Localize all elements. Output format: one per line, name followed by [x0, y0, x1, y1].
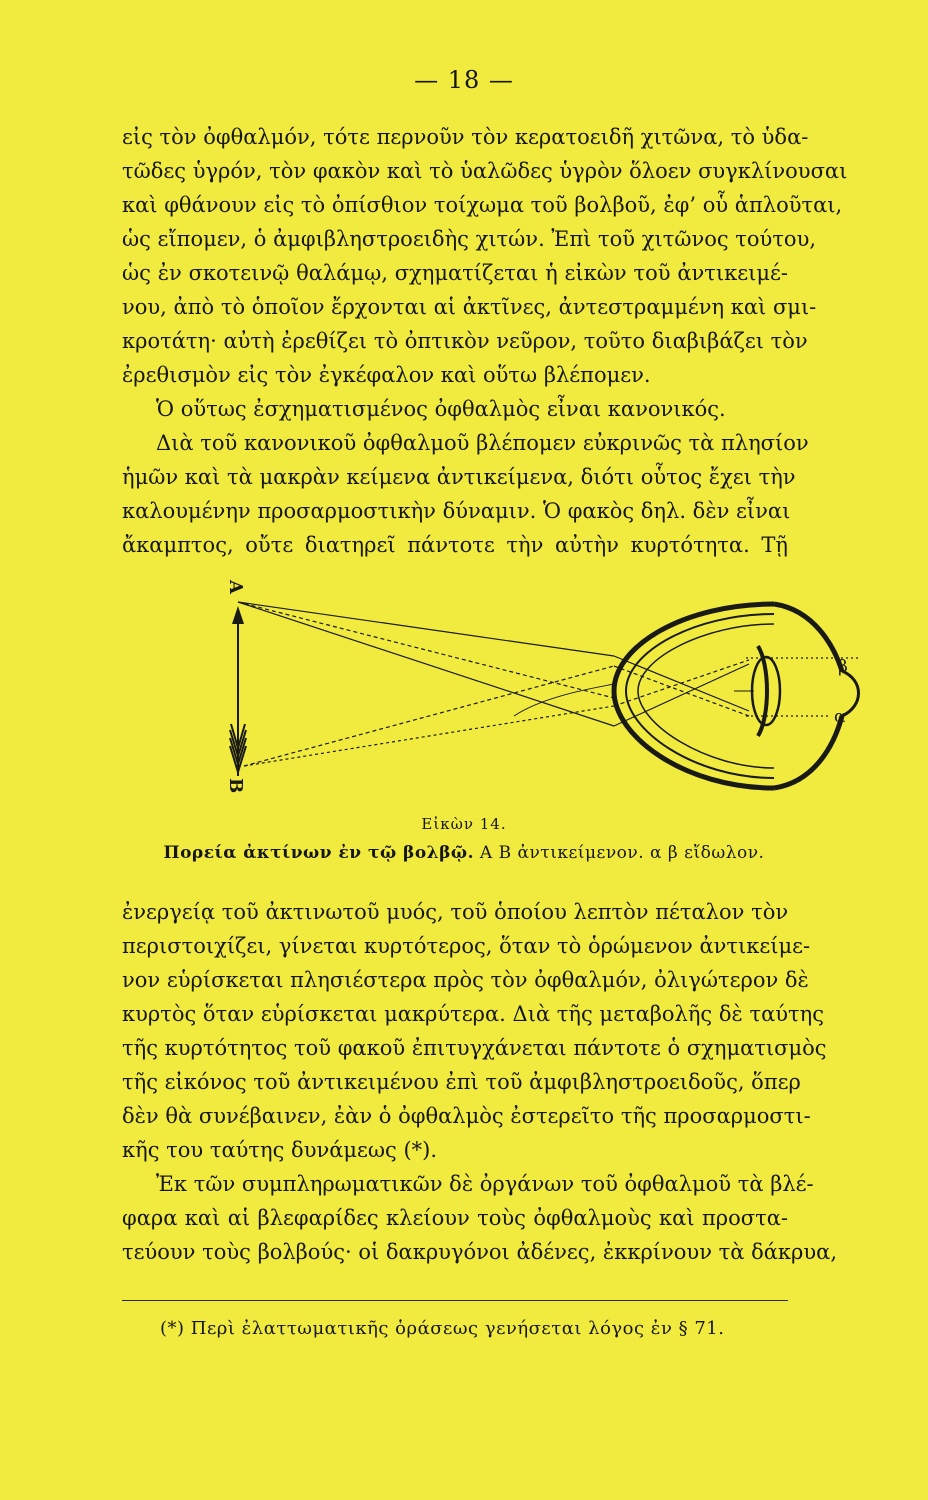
eye-diagram-svg — [214, 576, 874, 816]
text-line: τῆς κυρτότητος τοῦ φακοῦ ἐπιτυγχάνεται πάντοτε ὁ σχηματισμὸς — [122, 1036, 827, 1060]
body-text-top — [122, 120, 848, 562]
footnote: (*) Περὶ ἐλαττωματικῆς ὁράσεως γενήσεται λόγος ἐν § 71. — [160, 1318, 725, 1339]
figure-caption-legend: Α Β ἀντικείμενον. α β εἴδωλον. — [474, 843, 765, 863]
text-line: ὡς εἴπομεν, ὁ ἀμφιβληστροειδὴς χιτών. Ἐπὶ τοῦ χιτῶνος τούτου, — [122, 227, 817, 251]
text-line: τῶδες ὑγρόν, τὸν φακὸν καὶ τὸ ὑαλῶδες ὑγρὸν ὅλοεν συγκλίνουσαι — [122, 159, 848, 183]
figure-caption-title: Πορεία ἀκτίνων ἐν τῷ βολβῷ. — [163, 843, 474, 863]
text-line: κῆς του ταύτης δυνάμεως (*). — [122, 1138, 438, 1162]
figure-number: Εἰκὼν 14. — [421, 815, 507, 833]
footnote-divider — [122, 1300, 788, 1301]
page-number: — 18 — — [414, 66, 514, 94]
text-line: ἡμῶν καὶ τὰ μακρὰν κείμενα ἀντικείμενα, διότι οὗτος ἔχει τὴν — [122, 465, 796, 489]
text-line: κροτάτη· αὐτὴ ἐρεθίζει τὸ ὀπτικὸν νεῦρον, τοῦτο διαβιβάζει τὸν — [122, 329, 808, 353]
figure-caption — [0, 843, 928, 863]
body-text-bottom — [122, 895, 838, 1269]
text-line: καὶ φθάνουν εἰς τὸ ὀπίσθιον τοίχωμα τοῦ βολβοῦ, ἐφ’ οὗ ἁπλοῦται, — [122, 193, 843, 217]
text-line: περιστοιχίζει, γίνεται κυρτότερος, ὅταν τὸ ὁρώμενον ἀντικείμε- — [122, 934, 811, 958]
text-line: ἐνεργείᾳ τοῦ ἀκτινωτοῦ μυός, τοῦ ὁποίου λεπτὸν πέταλον τὸν — [122, 900, 789, 924]
label-beta: β — [838, 657, 848, 677]
text-line: νου, ἀπὸ τὸ ὁποῖον ἔρχονται αἱ ἀκτῖνες, ἀντεστραμμένη καὶ σμι- — [122, 295, 817, 319]
text-line: κυρτὸς ὅταν εὑρίσκεται μακρύτερα. Διὰ τῆς μεταβολῆς δὲ ταύτης — [122, 1002, 824, 1026]
label-B: Β — [225, 778, 246, 794]
text-line: φαρα καὶ αἱ βλεφαρίδες κλείουν τοὺς ὀφθαλμοὺς καὶ προστα- — [122, 1206, 788, 1230]
text-line: δὲν θὰ συνέβαινεν, ἐὰν ὁ ὀφθαλμὸς ἐστερεῖτο τῆς προσαρμοστι- — [122, 1104, 811, 1128]
text-line: Ἐκ τῶν συμπληρωματικῶν δὲ ὀργάνων τοῦ ὀφθαλμοῦ τὰ βλέ- — [156, 1172, 814, 1196]
text-line: Ὁ οὕτως ἐσχηματισμένος ὀφθαλμὸς εἶναι κανονικός. — [156, 397, 726, 421]
text-line: ἐρεθισμὸν εἰς τὸν ἐγκέφαλον καὶ οὕτω βλέπομεν. — [122, 363, 651, 387]
text-line: τεύουν τοὺς βολβούς· οἱ δακρυγόνοι ἀδένες, ἐκκρίνουν τὰ δάκρυα, — [122, 1240, 838, 1264]
text-line: ὡς ἐν σκοτεινῷ θαλάμῳ, σχηματίζεται ἡ εἰκὼν τοῦ ἀντικειμέ- — [122, 261, 788, 285]
eyeball — [514, 604, 859, 788]
text-line: καλουμένην προσαρμοστικὴν δύναμιν. Ὁ φακὸς δηλ. δὲν εἶναι — [122, 499, 791, 523]
text-line: Διὰ τοῦ κανονικοῦ ὀφθαλμοῦ βλέπομεν εὐκρινῶς τὰ πλησίον — [156, 431, 809, 455]
label-alpha: α — [834, 707, 846, 727]
text-line: νον εὑρίσκεται πλησιέστερα πρὸς τὸν ὀφθαλμόν, ὀλιγώτερον δὲ — [122, 968, 809, 992]
text-line: ἄκαμπτος, οὔτε διατηρεῖ πάντοτε τὴν αὐτὴν κυρτότητα. Τῇ — [122, 533, 788, 557]
text-line: εἰς τὸν ὀφθαλμόν, τότε περνοῦν τὸν κερατοειδῆ χιτῶνα, τὸ ὑδα- — [122, 125, 809, 149]
object-arrow — [225, 579, 246, 793]
text-line: τῆς εἰκόνος τοῦ ἀντικειμένου ἐπὶ τοῦ ἀμφιβληστροειδοῦς, ὅπερ — [122, 1070, 801, 1094]
label-A: Α — [225, 580, 246, 594]
eye-ray-diagram — [214, 576, 874, 816]
